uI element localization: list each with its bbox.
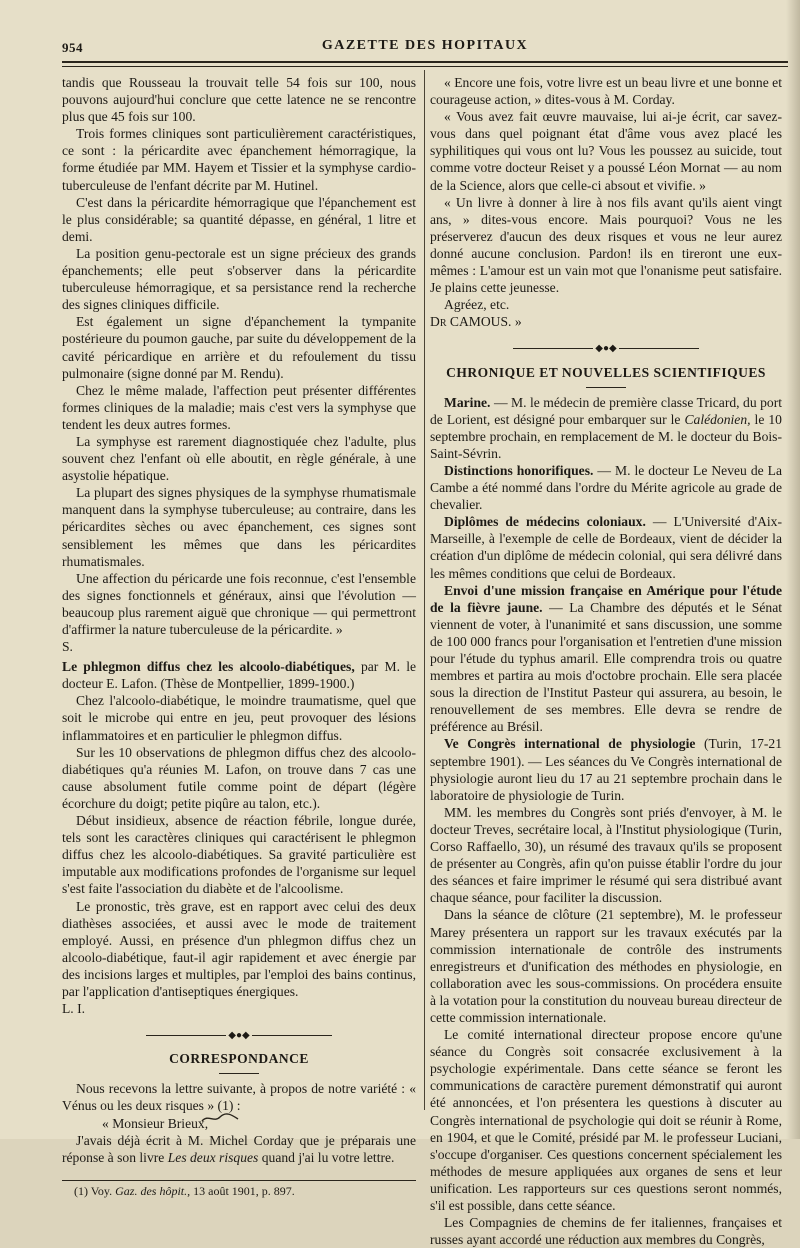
article-heading	[62, 658, 416, 692]
paragraph: La symphyse est rarement diagnostiquée chez l'adulte, plus souvent chez l'enfant où elle aboutit, en règle générale, à une asystolie hépatique.	[62, 433, 416, 484]
news-item: Marine. — M. le médecin de première classe Tricard, du port de Lorient, est désigné pour embarquer sur le Calédonien, le 10 septembre prochain, en remplacement de M. le docteur du Bois-Saint-Sévrin.	[430, 394, 782, 461]
journal-title: GAZETTE DES HOPITAUX	[321, 38, 529, 53]
paragraph: Une affection du péricarde une fois reconnue, c'est l'ensemble des signes fonctionnels et généraux, ainsi que l'évolution — beaucoup plus rarement aiguë que chronique — qui permettront d'affirmer la nature tuberculeuse de la péricardite. »	[62, 570, 416, 637]
section-title: CORRESPONDANCE	[169, 1051, 309, 1067]
paragraph: Dans la séance de clôture (21 septembre), M. le professeur Marey présentera un rapport sur les travaux exécutés par la commission internationale de contrôle des instruments enregistreurs et d'unification des méthodes en physiologie, en collaboration avec les sous-commissions. On procédera ensuite à la votation pour la constitution du nouveau bureau directeur de cette commission internationale.	[430, 907, 782, 1025]
news-item: Ve Congrès international de physiologie (Turin, 17-21 septembre 1901). — Les séances du Ve Congrès international de physiologie auront lieu du 17 au 21 septembre prochain dans le laboratoire de physiologie de Turin.	[430, 736, 782, 803]
paragraph: Chez l'alcoolo-diabétique, le moindre traumatisme, quel que soit le microbe qui entre en jeu, peut provoquer des lésions inflammatoires et en particulier le phlegmon diffus.	[62, 693, 416, 743]
signature: S.	[62, 639, 73, 655]
paragraph: Le comité international directeur propose encore qu'une séance du Congrès soit consacrée exclusivement à la psychologie expérimentale. Dans cette séance se feront les communications de caractère purement démonstratif qui auront été annoncées, et l'on présentera les questions à discuter au Congrès international de psychologie qui doit se réunir à Rome, en 1904, et que le Comité, présidé par M. le professeur Luciani, s'occupe d'organiser. Ces questions concernent spécialement les méthodes de mesure appliquées aux organes de sens et leur unification. Les rapporteurs sur ces questions seront nommés, s'il est possible, dans cette séance.	[430, 1027, 782, 1213]
paragraph: C'est dans la péricardite hémorragique que l'épanchement est le plus considérable; sa quantité dépasse, en général, 1 litre et demi.	[62, 194, 416, 244]
column-divider	[424, 70, 425, 1110]
header-rule	[62, 61, 788, 63]
left-column	[62, 74, 416, 1200]
paragraph: MM. les membres du Congrès sont priés d'envoyer, à M. le docteur Treves, secrétaire local, à l'Institut physiologique (Turin, Corso Raffaello, 30), un résumé des travaux qu'ils se proposent de présenter au Congrès, afin qu'on puisse établir l'ordre du jour des séances et faire imprimer le résumé qui sera distribué avant chaque séance, pour faciliter la discussion.	[430, 804, 782, 906]
paragraph: Les Compagnies de chemins de fer italiennes, françaises et russes ayant accordé une réduction aux membres du Congrès,	[430, 1215, 782, 1248]
paragraph: Agréez, etc.	[444, 297, 510, 313]
book-title: Les deux risques	[167, 1149, 259, 1165]
section-ornament: ◆●◆	[430, 340, 782, 357]
page-number: 954	[62, 40, 83, 55]
paragraph: Trois formes cliniques sont particulièrement caractéristiques, ce sont : la péricardite avec épanchement hémorragique, la forme étudiée par MM. Hayem et Tissier et la symphyse cardio-tuberculeuse de l'enfant décrite par M. Hutinel.	[62, 126, 416, 193]
signature: L. I.	[62, 1001, 86, 1017]
header-rule-thin	[62, 66, 788, 67]
news-item: Diplômes de médecins coloniaux. — L'Université d'Aix-Marseille, à l'exemple de celle de Bordeaux, vient de décider la création d'un diplôme de médecin colonial, qui sera délivré dans les mêmes conditions que celui de Bordeaux.	[430, 514, 782, 581]
article-reference: par M. le docteur E. Lafon. (Thèse de Montpellier, 1899-1900.)	[62, 659, 417, 692]
paragraph: « Un livre à donner à lire à nos fils avant qu'ils aient vingt ans, » dites-vous encore. Mais pourquoi? Vous ne les préserverez d'aucun des deux risques et vous ne leur aurez donné aucune conclusion. Pardon! ils en tireront une eux-mêmes : L'amour est un vain mot que l'onanisme peut satisfaire. Je plains cette jeunesse.	[430, 194, 782, 296]
footnote: (1) Voy. Gaz. des hôpit., 13 août 1901, p. 897.	[74, 1183, 295, 1198]
paragraph: « Monsieur Brieux,	[102, 1115, 209, 1131]
news-item: Distinctions honorifiques. — M. le docteur Le Neveu de La Cambe a été nommé dans l'ordre du Mérite agricole au grade de chevalier.	[430, 462, 782, 513]
short-rule	[219, 1073, 259, 1074]
footnote-rule	[62, 1180, 416, 1181]
short-rule	[586, 387, 626, 388]
paragraph: Nous recevons la lettre suivante, à propos de notre variété : « Vénus ou les deux risques » (1) :	[62, 1081, 416, 1114]
paragraph: Le pronostic, très grave, est en rapport avec celui des deux diathèses associées, et aussi avec le mode de traitement employé. Aussi, en présence d'un phlegmon diffus chez un alcoolo-diabétique, faut-il agir rapidement et avec énergie par des incisions larges et multiples, par l'emploi des bains continus, par l'application d'antiseptiques énergiques.	[62, 898, 416, 999]
signature: Dr CAMOUS. »	[430, 314, 522, 330]
article-title: Le phlegmon diffus chez les alcoolo-diabétiques,	[62, 659, 355, 675]
library-stamp-mark	[200, 1112, 240, 1124]
section-ornament: ◆●◆	[62, 1027, 416, 1044]
page-header	[62, 38, 788, 58]
paragraph: La plupart des signes physiques de la symphyse rhumatismale manquent dans la symphyse tuberculeuse; au contraire, dans les péricardites sèches ou avec épanchement, ces signes sont sensiblement les mêmes que dans les péricardites rhumatismales.	[62, 485, 416, 569]
paragraph: « Encore une fois, votre livre est un beau livre et une bonne et courageuse action, » dites-vous à M. Corday.	[430, 75, 782, 108]
section-title: CHRONIQUE ET NOUVELLES SCIENTIFIQUES	[446, 364, 766, 380]
paragraph: Début insidieux, absence de réaction fébrile, longue durée, tels sont les caractères cliniques qui caractérisent le phlegmon diffus chez les alcoolo-diabétiques. Sa gravité particulière est imputable aux modifications profondes de l'organisme sur lequel s'est faite l'association du diabète et de l'alcoolisme.	[62, 813, 416, 897]
news-item: Envoi d'une mission française en Amérique pour l'étude de la fièvre jaune. — La Chambre des députés et le Sénat viennent de voter, à l'unanimité et sans discussion, une somme de 100 000 francs pour l'organisation et l'entretien d'une mission pour l'étude du typhus amaril. Elle comprendra trois ou quatre membres et partira au mois d'octobre prochain. Elle sera placée sous la direction de l'Institut Pasteur qui assurera, au besoin, le renouvellement de ses membres. Elle devra se rendre de préférence au Brésil.	[430, 582, 782, 735]
paragraph: tandis que Rousseau la trouvait telle 54 fois sur 100, nous pouvons aujourd'hui conclure que cette latence ne se rencontre plus que 45 fois sur 100.	[62, 75, 416, 125]
paragraph: Sur les 10 observations de phlegmon diffus chez des alcoolo-diabétiques qu'a réunies M. Lafon, on trouve dans 7 cas une cause absolument futile comme point de départ (légère écorchure du doigt; petite piqûre au talon, etc.).	[62, 744, 416, 811]
right-column	[430, 74, 782, 1248]
paragraph: Chez le même malade, l'affection peut présenter différentes formes cliniques de la maladie; mais c'est vers la symphyse que tendent les deux autres formes.	[62, 382, 416, 432]
paragraph: « Vous avez fait œuvre mauvaise, lui ai-je écrit, car savez-vous dans quel poignant état d'âme vous avez placé les syphilitiques qui vous ont lu? Vous les poussez au suicide, tout comme votre docteur Reiset y a poussé Léon Mornat — au nom de la Science, alors que celle-ci absout et vivifie. »	[430, 109, 782, 193]
paragraph: Est également un signe d'épanchement la tympanite postérieure du poumon gauche, par suite du développement de la cavité péricardique en arrière et du refoulement du tissu pulmonaire (signe donné par M. Rendu).	[62, 314, 416, 381]
paragraph: La position genu-pectorale est un signe précieux des grands épanchements; elle peut s'observer dans la péricardite tuberculeuse hémorragique, et sa persistance rend la recherche des signes cliniques difficile.	[62, 245, 416, 313]
paragraph: J'avais déjà écrit à M. Michel Corday que je préparais une réponse à son livre Les deux risques quand j'ai lu votre lettre.	[62, 1132, 416, 1165]
